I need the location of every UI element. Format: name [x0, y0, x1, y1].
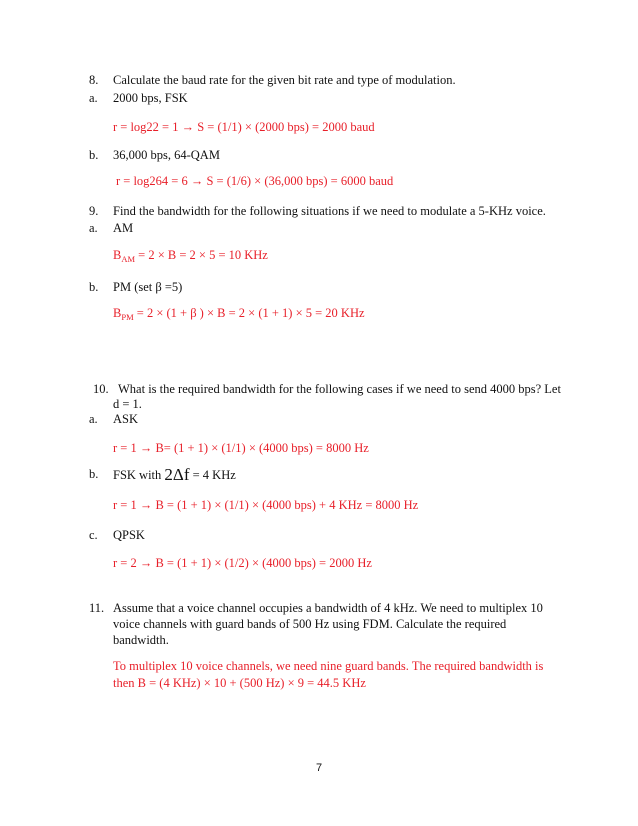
q8-a-marker: a. [89, 91, 98, 105]
q8-b-marker: b. [89, 148, 99, 162]
q10-b-text [113, 467, 236, 483]
q9-number: 9. [89, 204, 99, 218]
q9-b-answer-base: B [113, 306, 122, 320]
q9-a-answer [113, 248, 268, 267]
q9-a-text: AM [113, 221, 134, 235]
q9-b-answer-subscript: PM [121, 312, 134, 322]
q8-a-text: 2000 bps, FSK [113, 91, 188, 105]
q10-number: 10. [93, 382, 109, 396]
q11-question-line1: Assume that a voice channel occupies a bandwidth of 4 kHz. We need to multiplex 10 [113, 601, 543, 615]
q8-b-text: 36,000 bps, 64-QAM [113, 148, 220, 162]
q10-b-answer: r = 1 → B = (1 + 1) × (1/1) × (4000 bps) + 4 KHz = 8000 Hz [113, 498, 419, 512]
q9-b-text: PM (set β =5) [113, 280, 183, 294]
q10-a-text: ASK [113, 412, 139, 426]
q10-c-answer: r = 2 → B = (1 + 1) × (1/2) × (4000 bps) = 2000 Hz [113, 556, 372, 570]
q9-a-marker: a. [89, 221, 98, 235]
q11-answer-line2: then B = (4 KHz) × 10 + (500 Hz) × 9 = 44.5 KHz [113, 676, 366, 690]
q10-b-text-prefix: FSK with [113, 468, 162, 482]
q9-question-text: Find the bandwidth for the following situations if we need to modulate a 5-KHz voice. [113, 204, 546, 218]
q9-a-answer-subscript: AM [121, 254, 136, 264]
q10-a-answer: r = 1 → B= (1 + 1) × (1/1) × (4000 bps) = 8000 Hz [113, 441, 369, 455]
q8-question-text: Calculate the baud rate for the given bit rate and type of modulation. [113, 73, 456, 87]
q10-question-line1: What is the required bandwidth for the following cases if we need to send 4000 bps? Let [118, 382, 561, 396]
page-number: 7 [315, 762, 323, 774]
q10-question-line2: d = 1. [113, 397, 142, 411]
q9-a-answer-rest: = 2 × B = 2 × 5 = 10 KHz [135, 248, 268, 262]
q10-c-text: QPSK [113, 528, 145, 542]
q10-b-text-suffix: = 4 KHz [192, 468, 236, 482]
q10-c-marker: c. [89, 528, 98, 542]
q8-b-answer: r = log264 = 6 → S = (1/6) × (36,000 bps) = 6000 baud [116, 174, 394, 188]
q9-a-answer-base: B [113, 248, 122, 262]
q10-b-marker: b. [89, 467, 99, 481]
q11-answer-line1: To multiplex 10 voice channels, we need nine guard bands. The required bandwidth is [113, 659, 544, 673]
q11-number: 11. [89, 601, 105, 615]
q8-a-answer: r = log22 = 1 → S = (1/1) × (2000 bps) = 2000 baud [113, 120, 375, 134]
q10-b-delta-f-symbol: 2Δf [164, 465, 190, 484]
q11-question-line2: voice channels with guard bands of 500 Hz using FDM. Calculate the required [113, 617, 507, 631]
q8-number: 8. [89, 73, 99, 87]
q10-a-marker: a. [89, 412, 98, 426]
q9-b-marker: b. [89, 280, 99, 294]
q11-question-line3: bandwidth. [113, 633, 169, 647]
q9-b-answer [113, 306, 365, 325]
q9-b-answer-rest: = 2 × (1 + β ) × B = 2 × (1 + 1) × 5 = 20 KHz [133, 306, 365, 320]
